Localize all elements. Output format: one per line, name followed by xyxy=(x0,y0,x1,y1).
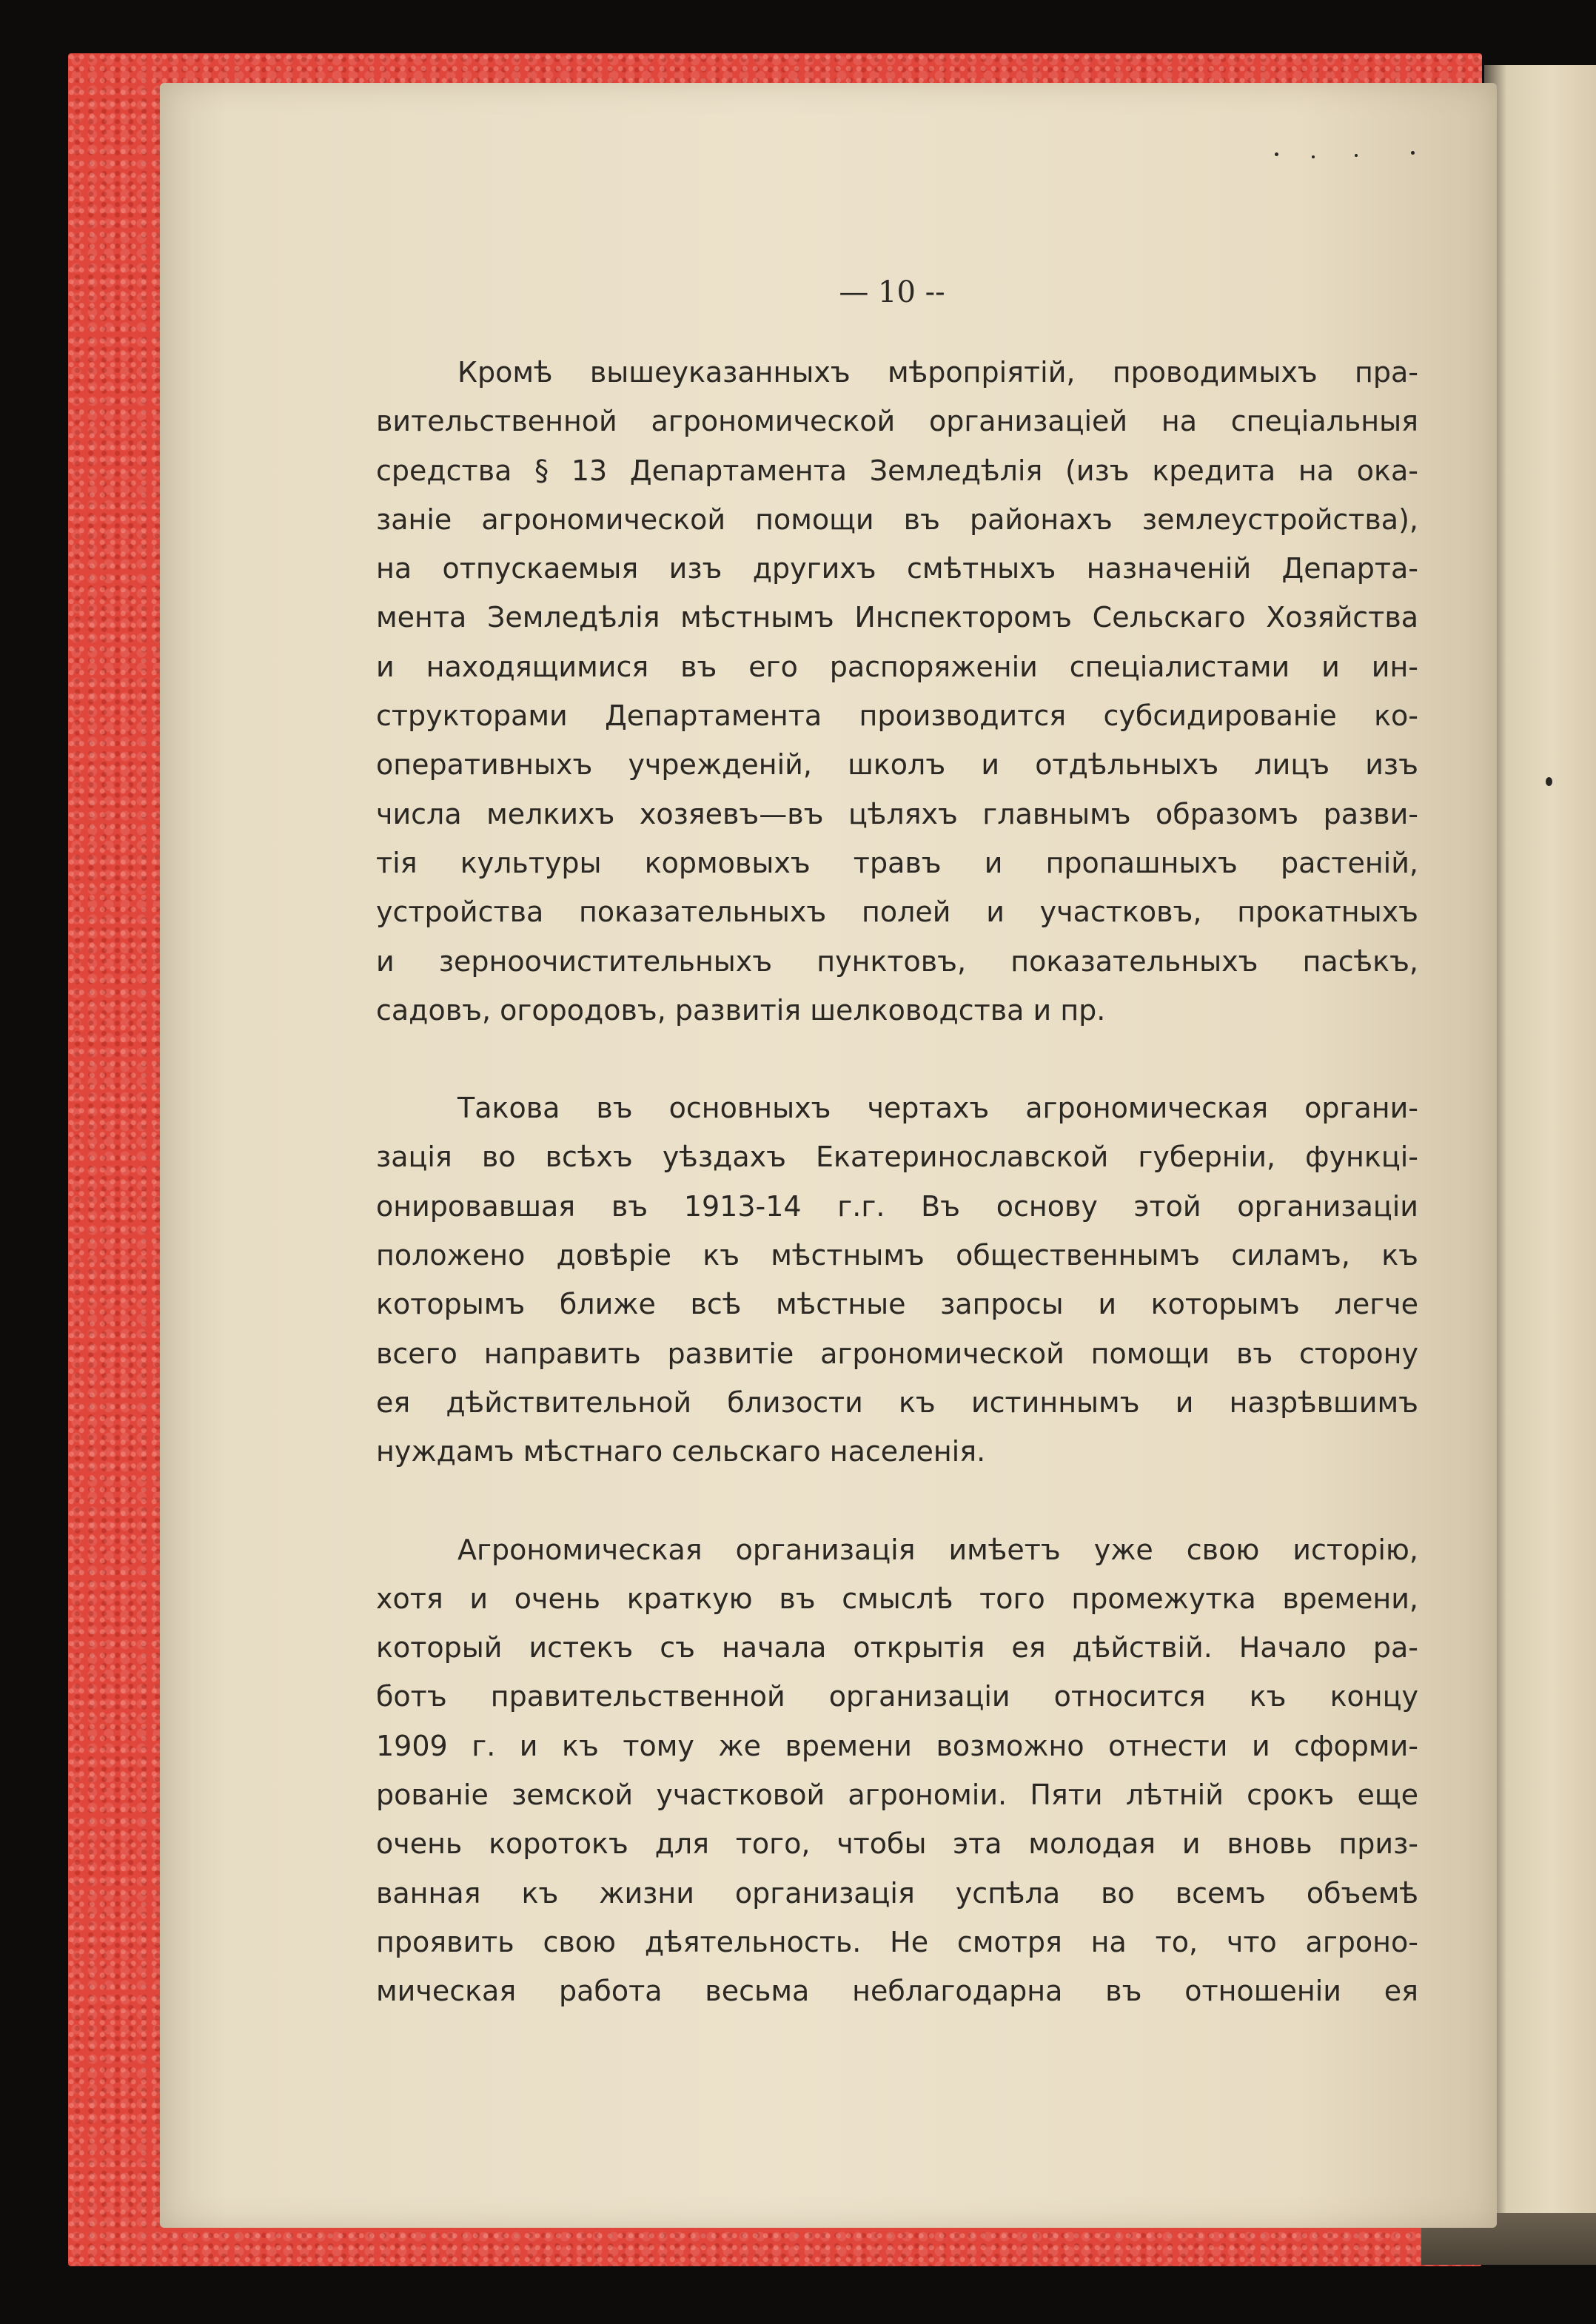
next-page-edge xyxy=(1484,65,1596,2249)
paragraph xyxy=(376,348,1418,1035)
text-line: на отпускаемыя изъ другихъ смѣтныхъ назначеній Департа- xyxy=(376,552,1418,585)
text-line: тія культуры кормовыхъ травъ и пропашныхъ растеній, xyxy=(376,846,1418,879)
text-line: Агрономическая организація имѣетъ уже свою исторію, xyxy=(457,1533,1418,1566)
text-line: и зерноочистительныхъ пунктовъ, показательныхъ пасѣкъ, xyxy=(376,944,1418,978)
text-line: положено довѣріе къ мѣстнымъ общественнымъ силамъ, къ xyxy=(376,1239,1418,1272)
text-line: которымъ ближе всѣ мѣстные запросы и которымъ легче xyxy=(376,1288,1418,1321)
text-line: числа мелкихъ хозяевъ—въ цѣляхъ главнымъ образомъ разви- xyxy=(376,797,1418,830)
dust-speck xyxy=(1411,151,1415,155)
text-line: онировавшая въ 1913-14 г.г. Въ основу этой организаціи xyxy=(376,1189,1418,1223)
text-line: заніе агрономической помощи въ районахъ землеустройства), xyxy=(376,503,1418,536)
text-line: Такова въ основныхъ чертахъ агрономическая органи- xyxy=(457,1092,1418,1125)
text-line: оперативныхъ учрежденій, школъ и отдѣльныхъ лицъ изъ xyxy=(376,748,1418,782)
text-line: нуждамъ мѣстнаго сельскаго населенія. xyxy=(376,1435,986,1468)
text-line: ванная къ жизни организація успѣла во всемъ объемѣ xyxy=(376,1876,1418,1910)
text-line: очень коротокъ для того, чтобы эта молодая и вновь приз- xyxy=(376,1827,1418,1861)
paragraph xyxy=(376,1525,1418,2016)
dust-speck xyxy=(1312,155,1315,158)
text-line: устройства показательныхъ полей и участковъ, прокатныхъ xyxy=(376,896,1418,929)
text-line: ботъ правительственной организаціи относится къ концу xyxy=(376,1680,1418,1713)
text-line: хотя и очень краткую въ смыслѣ того промежутка времени, xyxy=(376,1582,1418,1615)
text-line: и находящимися въ его распоряженіи спеціалистами и ин- xyxy=(376,650,1418,683)
text-line: мента Земледѣлія мѣстнымъ Инспекторомъ Сельскаго Хозяйства xyxy=(376,601,1418,634)
dust-speck xyxy=(1546,777,1552,786)
dust-speck xyxy=(1275,152,1278,156)
text-line: структорами Департамента производится субсидированіе ко- xyxy=(376,699,1418,733)
paragraph xyxy=(376,1084,1418,1476)
text-line: зація во всѣхъ уѣздахъ Екатеринославской губерніи, функці- xyxy=(376,1141,1418,1174)
text-line: рованіе земской участковой агрономіи. Пяти лѣтній срокъ еще xyxy=(376,1779,1418,1812)
text-line: вительственной агрономической организаціей на спеціальныя xyxy=(376,405,1418,438)
text-line: проявить свою дѣятельность. Не смотря на то, что агроно- xyxy=(376,1925,1418,1958)
text-line: ея дѣйствительной близости къ истиннымъ и назрѣвшимъ xyxy=(376,1386,1418,1419)
text-line: мическая работа весьма неблагодарна въ отношеніи ея xyxy=(376,1975,1418,2008)
page-number: — 10 -- xyxy=(839,275,945,309)
text-line: который истекъ съ начала открытія ея дѣйствій. Начало ра- xyxy=(376,1631,1418,1665)
text-line: 1909 г. и къ тому же времени возможно отнести и сформи- xyxy=(376,1729,1418,1762)
text-line: Кромѣ вышеуказанныхъ мѣропріятій, проводимыхъ пра- xyxy=(457,356,1418,389)
text-line: средства § 13 Департамента Земледѣлія (изъ кредита на ока- xyxy=(376,454,1418,487)
text-line: всего направить развитіе агрономической помощи въ сторону xyxy=(376,1337,1418,1370)
dust-speck xyxy=(1355,154,1358,157)
text-line: садовъ, огородовъ, развитія шелководства и пр. xyxy=(376,993,1106,1027)
body-text xyxy=(376,348,1418,2016)
